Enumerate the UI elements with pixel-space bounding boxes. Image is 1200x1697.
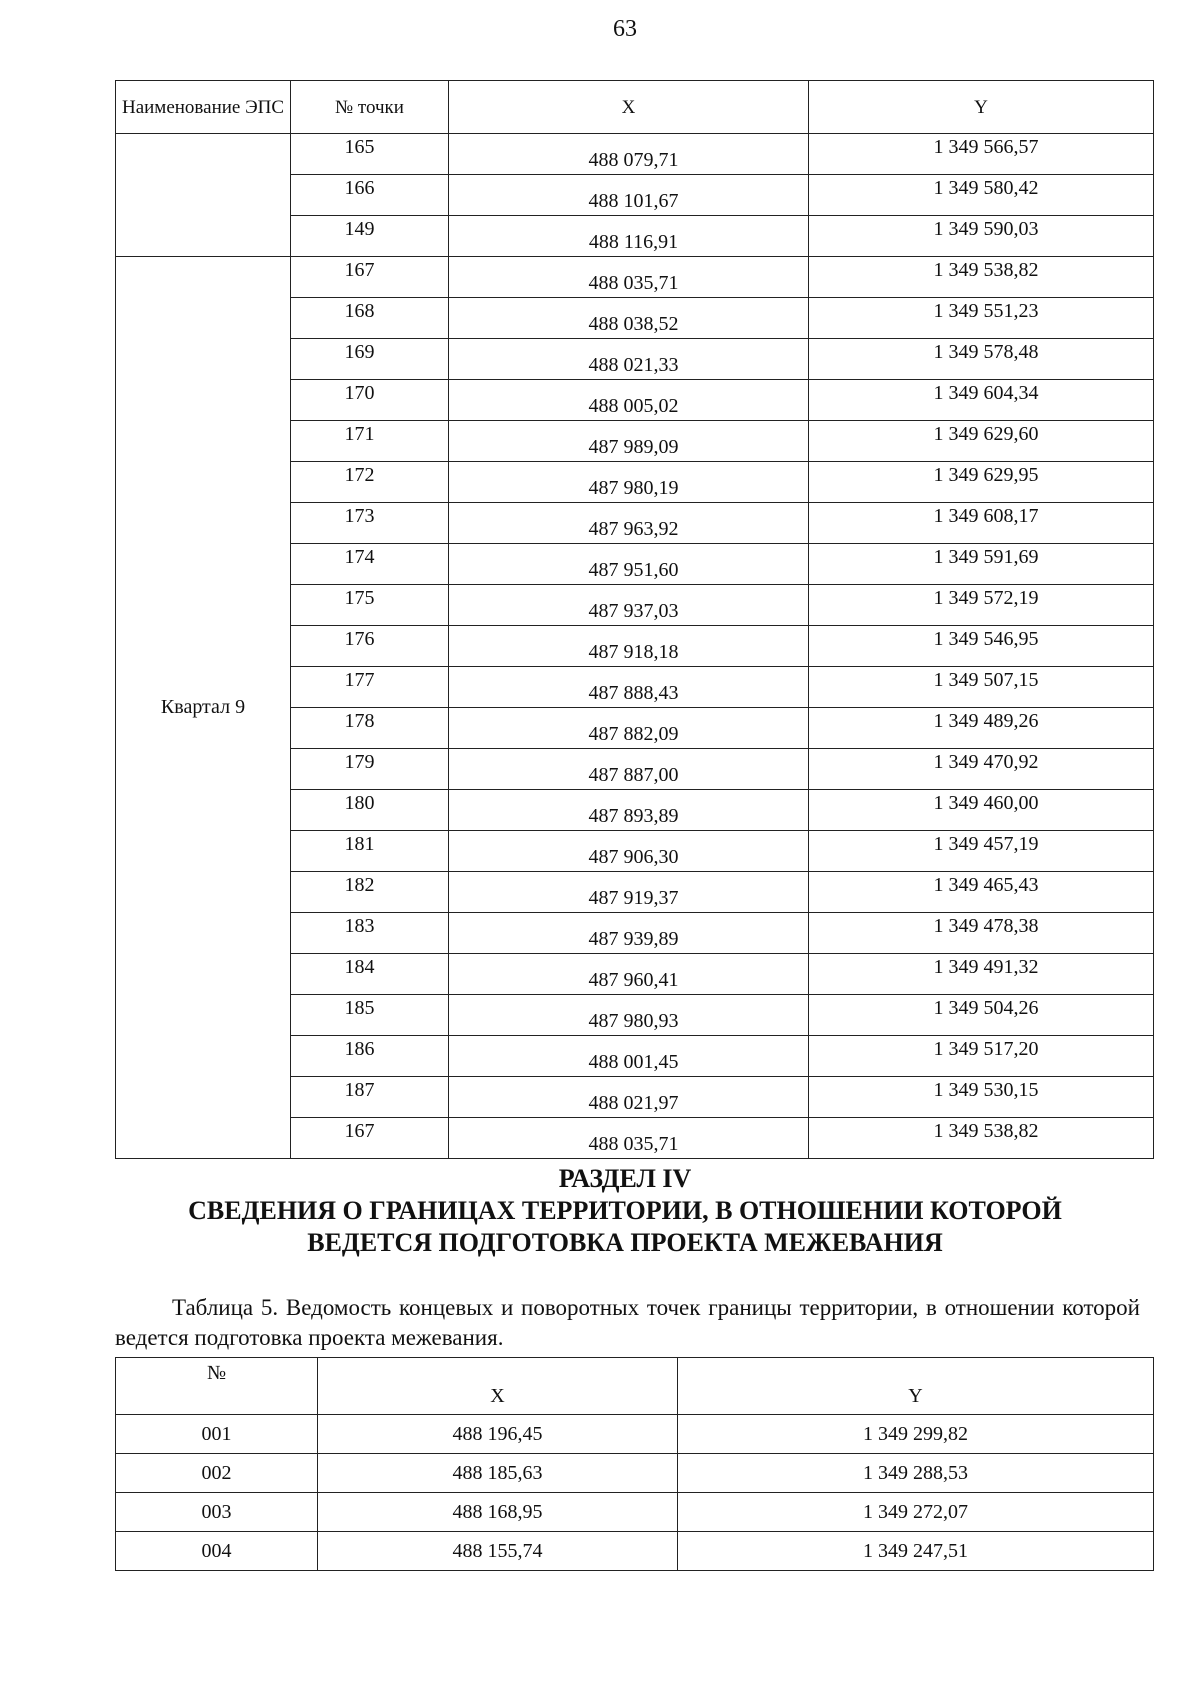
y-coordinate-cell: 1 349 538,82 <box>809 1118 1154 1159</box>
point-number-cell: 181 <box>291 831 449 872</box>
y-coordinate-cell: 1 349 591,69 <box>809 544 1154 585</box>
y-coordinate-cell: 1 349 566,57 <box>809 134 1154 175</box>
epc-group-name <box>116 134 291 257</box>
x-coordinate-cell: 488 035,71 <box>449 257 809 298</box>
x-coordinate-cell: 487 937,03 <box>449 585 809 626</box>
y-coordinate-cell: 1 349 608,17 <box>809 503 1154 544</box>
epc-group-name: Квартал 9 <box>116 257 291 1159</box>
point-number-cell: 182 <box>291 872 449 913</box>
table-row <box>116 1532 1154 1571</box>
y-coordinate-cell: 1 349 470,92 <box>809 749 1154 790</box>
point-number-cell: 167 <box>291 257 449 298</box>
x-coordinate-cell: 488 021,97 <box>449 1077 809 1118</box>
x-coordinate-cell: 487 882,09 <box>449 708 809 749</box>
y-coordinate-cell: 1 349 504,26 <box>809 995 1154 1036</box>
point-number-cell: 167 <box>291 1118 449 1159</box>
y-coordinate-cell: 1 349 590,03 <box>809 216 1154 257</box>
y-coordinate-cell: 1 349 478,38 <box>809 913 1154 954</box>
x-coordinate-cell: 488 196,45 <box>318 1415 678 1454</box>
y-coordinate-cell: 1 349 538,82 <box>809 257 1154 298</box>
y-coordinate-cell: 1 349 247,51 <box>678 1532 1154 1571</box>
point-number-cell: 171 <box>291 421 449 462</box>
y-coordinate-cell: 1 349 629,60 <box>809 421 1154 462</box>
y-coordinate-cell: 1 349 457,19 <box>809 831 1154 872</box>
y-coordinate-cell: 1 349 572,19 <box>809 585 1154 626</box>
x-coordinate-cell: 487 888,43 <box>449 667 809 708</box>
x-coordinate-cell: 488 079,71 <box>449 134 809 175</box>
point-number-cell: 179 <box>291 749 449 790</box>
header-epc-name: Наименование ЭПС <box>116 81 291 134</box>
x-coordinate-cell: 488 168,95 <box>318 1493 678 1532</box>
point-number-cell: 165 <box>291 134 449 175</box>
x-coordinate-cell: 488 155,74 <box>318 1532 678 1571</box>
x-coordinate-cell: 487 906,30 <box>449 831 809 872</box>
y-coordinate-cell: 1 349 272,07 <box>678 1493 1154 1532</box>
y-coordinate-cell: 1 349 507,15 <box>809 667 1154 708</box>
y-coordinate-cell: 1 349 288,53 <box>678 1454 1154 1493</box>
y-coordinate-cell: 1 349 465,43 <box>809 872 1154 913</box>
table-row <box>116 1415 1154 1454</box>
y-coordinate-cell: 1 349 460,00 <box>809 790 1154 831</box>
point-number-cell: 149 <box>291 216 449 257</box>
x-coordinate-cell: 488 101,67 <box>449 175 809 216</box>
point-number-cell: 178 <box>291 708 449 749</box>
header-number: № <box>116 1358 318 1415</box>
table-header-row <box>116 81 1154 134</box>
y-coordinate-cell: 1 349 551,23 <box>809 298 1154 339</box>
header-x: X <box>449 81 809 134</box>
point-number-cell: 185 <box>291 995 449 1036</box>
coordinates-table-epc <box>115 80 1154 1159</box>
x-coordinate-cell: 487 893,89 <box>449 790 809 831</box>
y-coordinate-cell: 1 349 604,34 <box>809 380 1154 421</box>
header-y: Y <box>678 1358 1154 1415</box>
y-coordinate-cell: 1 349 530,15 <box>809 1077 1154 1118</box>
header-x: X <box>318 1358 678 1415</box>
y-coordinate-cell: 1 349 489,26 <box>809 708 1154 749</box>
header-point-number: № точки <box>291 81 449 134</box>
x-coordinate-cell: 488 001,45 <box>449 1036 809 1077</box>
header-y: Y <box>809 81 1154 134</box>
table-row <box>116 1493 1154 1532</box>
point-number-cell: 184 <box>291 954 449 995</box>
x-coordinate-cell: 488 005,02 <box>449 380 809 421</box>
point-number-cell: 176 <box>291 626 449 667</box>
point-number-cell: 175 <box>291 585 449 626</box>
x-coordinate-cell: 487 963,92 <box>449 503 809 544</box>
x-coordinate-cell: 487 960,41 <box>449 954 809 995</box>
point-number-cell: 168 <box>291 298 449 339</box>
x-coordinate-cell: 488 116,91 <box>449 216 809 257</box>
y-coordinate-cell: 1 349 578,48 <box>809 339 1154 380</box>
section-subtitle-line2: ВЕДЕТСЯ ПОДГОТОВКА ПРОЕКТА МЕЖЕВАНИЯ <box>307 1228 943 1257</box>
x-coordinate-cell: 487 989,09 <box>449 421 809 462</box>
y-coordinate-cell: 1 349 546,95 <box>809 626 1154 667</box>
y-coordinate-cell: 1 349 580,42 <box>809 175 1154 216</box>
y-coordinate-cell: 1 349 517,20 <box>809 1036 1154 1077</box>
table-row <box>116 1454 1154 1493</box>
x-coordinate-cell: 487 980,93 <box>449 995 809 1036</box>
point-number-cell: 003 <box>116 1493 318 1532</box>
point-number-cell: 172 <box>291 462 449 503</box>
table-row <box>116 257 1154 298</box>
section-subtitle-line1: СВЕДЕНИЯ О ГРАНИЦАХ ТЕРРИТОРИИ, В ОТНОШЕНИИ КОТОРОЙ <box>188 1196 1062 1225</box>
x-coordinate-cell: 488 038,52 <box>449 298 809 339</box>
point-number-cell: 004 <box>116 1532 318 1571</box>
x-coordinate-cell: 488 185,63 <box>318 1454 678 1493</box>
section-title: РАЗДЕЛ IV <box>558 1164 692 1193</box>
point-number-cell: 170 <box>291 380 449 421</box>
territory-boundary-table <box>115 1357 1154 1571</box>
y-coordinate-cell: 1 349 299,82 <box>678 1415 1154 1454</box>
x-coordinate-cell: 487 939,89 <box>449 913 809 954</box>
x-coordinate-cell: 488 035,71 <box>449 1118 809 1159</box>
table-caption: Таблица 5. Ведомость концевых и поворотных точек границы территории, в отношении которой ведется подготовка проекта межевания. <box>115 1295 1140 1350</box>
y-coordinate-cell: 1 349 491,32 <box>809 954 1154 995</box>
page-number: 63 <box>613 16 637 42</box>
y-coordinate-cell: 1 349 629,95 <box>809 462 1154 503</box>
x-coordinate-cell: 487 919,37 <box>449 872 809 913</box>
point-number-cell: 174 <box>291 544 449 585</box>
table-header-row <box>116 1358 1154 1415</box>
point-number-cell: 187 <box>291 1077 449 1118</box>
point-number-cell: 001 <box>116 1415 318 1454</box>
point-number-cell: 180 <box>291 790 449 831</box>
point-number-cell: 166 <box>291 175 449 216</box>
point-number-cell: 183 <box>291 913 449 954</box>
table-row <box>116 134 1154 175</box>
x-coordinate-cell: 487 951,60 <box>449 544 809 585</box>
point-number-cell: 177 <box>291 667 449 708</box>
x-coordinate-cell: 487 980,19 <box>449 462 809 503</box>
point-number-cell: 173 <box>291 503 449 544</box>
point-number-cell: 186 <box>291 1036 449 1077</box>
point-number-cell: 169 <box>291 339 449 380</box>
x-coordinate-cell: 487 887,00 <box>449 749 809 790</box>
x-coordinate-cell: 488 021,33 <box>449 339 809 380</box>
x-coordinate-cell: 487 918,18 <box>449 626 809 667</box>
point-number-cell: 002 <box>116 1454 318 1493</box>
